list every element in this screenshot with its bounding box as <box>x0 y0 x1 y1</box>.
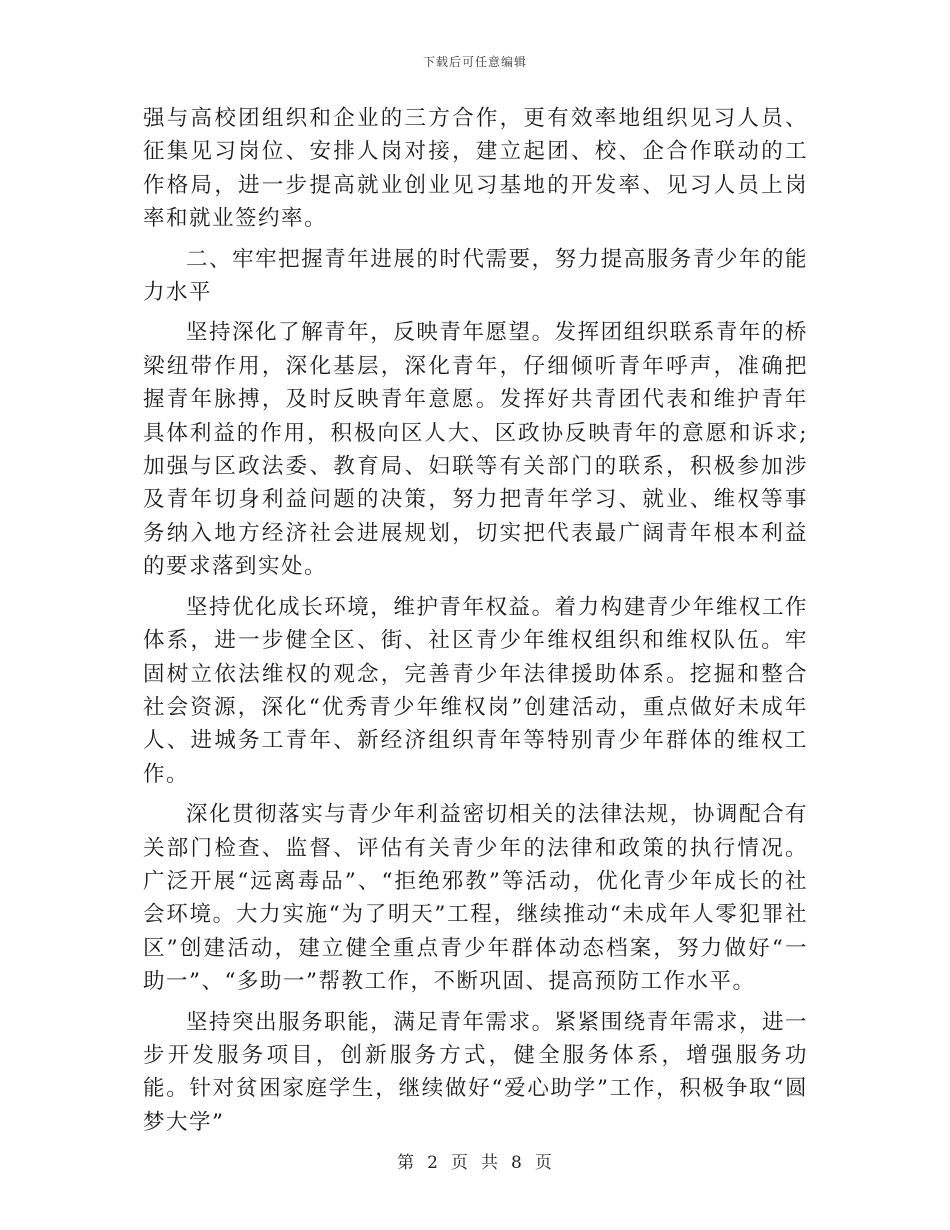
page-total: 8 <box>511 1153 523 1173</box>
page-label-suffix: 页 <box>534 1153 553 1173</box>
paragraph: 坚持优化成长环境，维护青年权益。着力构建青少年维权工作体系，进一步健全区、街、社区青少年维权组织和维权队伍。牢固树立依法维权的观念，完善青少年法律援助体系。挖掘和整合社会资源，深化“优秀青少年维权岗”创建活动，重点做好未成年人、进城务工青年、新经济组织青年等特别青少年群体的维权工作。 <box>143 594 808 787</box>
page-label-prefix: 第 <box>397 1153 416 1173</box>
page-footer <box>0 1148 950 1173</box>
header-note: 下载后可任意编辑 <box>422 55 527 69</box>
page-number: 2 <box>427 1153 439 1173</box>
paragraph: 坚持深化了解青年，反映青年愿望。发挥团组织联系青年的桥梁纽带作用，深化基层，深化青年，仔细倾听青年呼声，准确把握青年脉搏，及时反映青年意愿。发挥好共青团代表和维护青年具体利益的作用，积极向区人大、区政协反映青年的意愿和诉求;加强与区政法委、教育局、妇联等有关部门的联系，积极参加涉及青年切身利益问题的决策，努力把青年学习、就业、维权等事务纳入地方经济社会进展规划，切实把代表最广阔青年根本利益的要求落到实处。 <box>143 320 808 580</box>
page-label-middle-b: 共 <box>481 1153 499 1173</box>
document-body <box>143 102 808 1146</box>
paragraph: 强与高校团组织和企业的三方合作，更有效率地组织见习人员、征集见习岗位、安排人岗对接，建立起团、校、企合作联动的工作格局，进一步提高就业创业见习基地的开发率、见习人员上岗率和就业签约率。 <box>143 106 808 232</box>
paragraph: 坚持突出服务职能，满足青年需求。紧紧围绕青年需求，进一步开发服务项目，创新服务方式，健全服务体系，增强服务功能。针对贫困家庭学生，继续做好“爱心助学”工作，积极争取“圆梦大学” <box>143 1009 808 1135</box>
page-label-middle-a: 页 <box>451 1153 469 1173</box>
section-heading: 二、牢牢把握青年进展的时代需要，努力提高服务青少年的能力水平 <box>143 246 808 306</box>
paragraph: 深化贯彻落实与青少年利益密切相关的法律法规，协调配合有关部门检查、监督、评估有关青少年的法律和政策的执行情况。广泛开展“远离毒品”、“拒绝邪教”等活动，优化青少年成长的社会环境。大力实施“为了明天”工程，继续推动“未成年人零犯罪社区”创建活动，建立健全重点青少年群体动态档案，努力做好“一助一”、“多助一”帮教工作，不断巩固、提高预防工作水平。 <box>143 802 808 995</box>
